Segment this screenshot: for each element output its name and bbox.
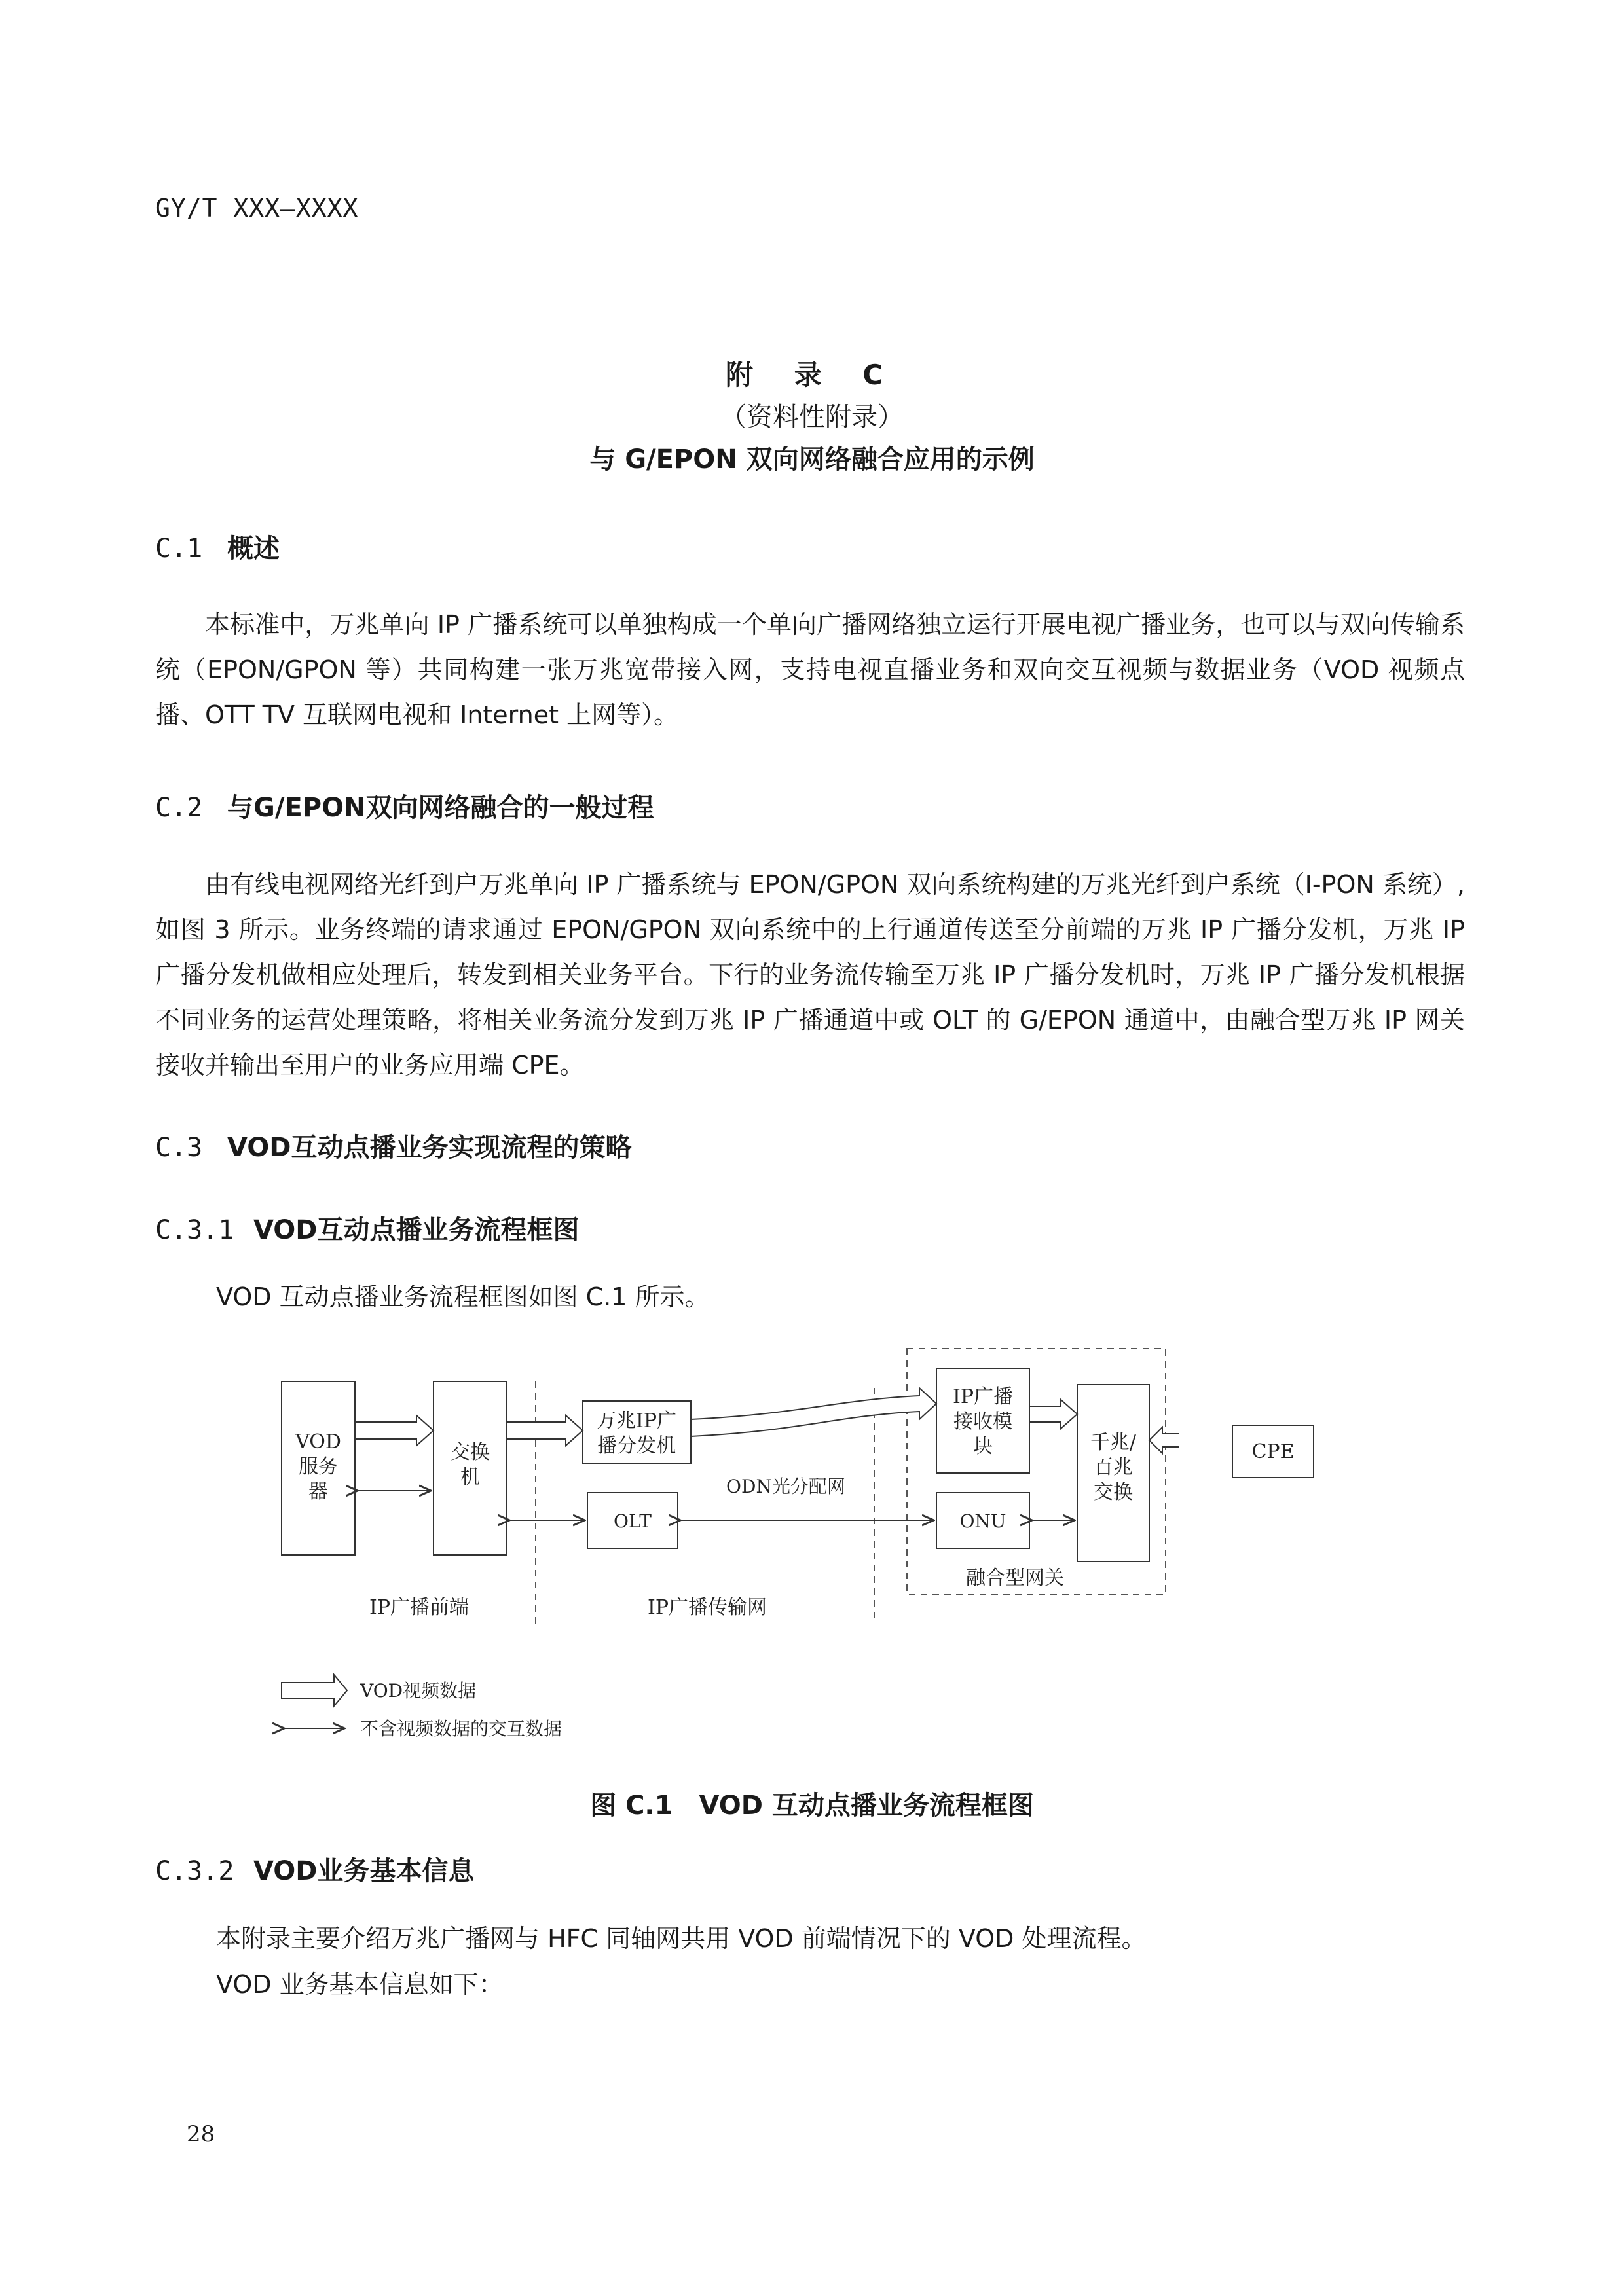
cpe-label: CPE bbox=[1251, 1440, 1295, 1463]
vod-arrow-switch-to-cpe bbox=[1149, 1427, 1179, 1453]
section-number: C.3 bbox=[155, 1133, 203, 1163]
section-heading-c1 bbox=[155, 528, 280, 565]
section-heading-c3 bbox=[155, 1127, 631, 1164]
section-heading-c2 bbox=[155, 787, 654, 824]
gigabit-switch-label-3: 交换 bbox=[1094, 1481, 1133, 1504]
legend-interactive-label: 不含视频数据的交互数据 bbox=[360, 1718, 563, 1740]
section-title: VOD业务基本信息 bbox=[253, 1856, 475, 1886]
section-heading-c32 bbox=[155, 1850, 474, 1887]
section-title: 与G/EPON双向网络融合的一般过程 bbox=[227, 793, 654, 823]
zone-label-transport: IP广播传输网 bbox=[647, 1596, 767, 1619]
ip-receiver-label-2: 接收模 bbox=[953, 1410, 1012, 1433]
appendix-name: 与 G/EPON 双向网络融合应用的示例 bbox=[589, 445, 1035, 475]
section-number: C.1 bbox=[155, 534, 203, 564]
figure-caption: 图 C.1 VOD 互动点播业务流程框图 bbox=[590, 1791, 1034, 1821]
vod-arrow-receiver-to-switch bbox=[1029, 1400, 1077, 1429]
odn-label: ODN光分配网 bbox=[726, 1476, 845, 1497]
gigabit-switch-label-1: 千兆/ bbox=[1090, 1431, 1137, 1454]
switch-label-2: 机 bbox=[460, 1466, 480, 1489]
section-heading-c31 bbox=[155, 1209, 579, 1247]
gigabit-switch-label-2: 百兆 bbox=[1094, 1456, 1133, 1479]
standard-code: GY/T XXX—XXXX bbox=[155, 194, 359, 223]
olt-label: OLT bbox=[614, 1510, 652, 1532]
distributor-label-2: 播分发机 bbox=[597, 1434, 676, 1457]
info-line-1: 本附录主要介绍万兆广播网与 HFC 同轴网共用 VOD 前端情况下的 VOD 处理流程。 bbox=[216, 1924, 1147, 1953]
paragraph-c2: 由有线电视网络光纤到户万兆单向 IP 广播系统与 EPON/GPON 双向系统构建的万兆光纤到户系统（I-PON 系统）,如图 3 所示。业务终端的请求通过 EPON/GPON 双向系统中的上行通道传送至分前端的万兆 IP 广播分发机，万兆 IP 广播分发机做相应处理后，转发到相关业务平台。下行的业务流传输至万兆 IP 广播分发机时，万兆 IP 广播分发机根据不同业务的运营处理策略，将相关业务流分发到万兆 IP 广播通道中或 OLT 的 G/EPON 通道中，由融合型万兆 IP 网关接收并输出至用户的业务应用端 CPE。 bbox=[155, 870, 1465, 1080]
cpe-diagram-part bbox=[1231, 1424, 1316, 1483]
section-number: C.3.1 bbox=[155, 1215, 234, 1245]
vod-arrow-switch-to-distributor bbox=[507, 1415, 583, 1446]
appendix-subtitle: （资料性附录） bbox=[720, 402, 904, 432]
gateway-label: 融合型网关 bbox=[966, 1567, 1064, 1590]
page-number: 28 bbox=[187, 2121, 215, 2147]
ip-receiver-label-3: 块 bbox=[973, 1435, 993, 1458]
info-line-2: VOD 业务基本信息如下： bbox=[216, 1970, 504, 1999]
section-number: C.2 bbox=[155, 793, 203, 823]
vod-flow-diagram bbox=[262, 1336, 1179, 1755]
ip-receiver-label-1: IP广播 bbox=[952, 1385, 1014, 1408]
legend-vod-arrow bbox=[282, 1675, 347, 1706]
zone-label-headend: IP广播前端 bbox=[369, 1596, 470, 1619]
vod-arrow-distributor-to-receiver bbox=[691, 1388, 936, 1436]
switch-label-1: 交换 bbox=[451, 1441, 490, 1464]
vod-server-label-1: VOD bbox=[295, 1430, 341, 1453]
appendix-title: 附 录 C bbox=[725, 359, 899, 391]
section-number: C.3.2 bbox=[155, 1856, 234, 1886]
figure-intro-line: VOD 互动点播业务流程框图如图 C.1 所示。 bbox=[216, 1283, 710, 1311]
onu-label: ONU bbox=[959, 1510, 1006, 1532]
section-title: VOD互动点播业务实现流程的策略 bbox=[227, 1133, 632, 1163]
paragraph-c1: 本标准中，万兆单向 IP 广播系统可以单独构成一个单向广播网络独立运行开展电视广播业务，也可以与双向传输系统（EPON/GPON 等）共同构建一张万兆宽带接入网，支持电视直播业务和双向交互视频与数据业务（VOD 视频点播、OTT TV 互联网电视和 Internet 上网等）。 bbox=[155, 610, 1465, 729]
vod-server-label-2: 服务 bbox=[299, 1455, 338, 1478]
vod-server-label-3: 器 bbox=[308, 1480, 328, 1503]
section-title: 概述 bbox=[227, 534, 280, 564]
legend-vod-label: VOD视频数据 bbox=[360, 1680, 477, 1702]
section-title: VOD互动点播业务流程框图 bbox=[253, 1215, 580, 1245]
distributor-label-1: 万兆IP广 bbox=[596, 1410, 677, 1432]
vod-arrow-server-to-switch bbox=[355, 1415, 434, 1446]
